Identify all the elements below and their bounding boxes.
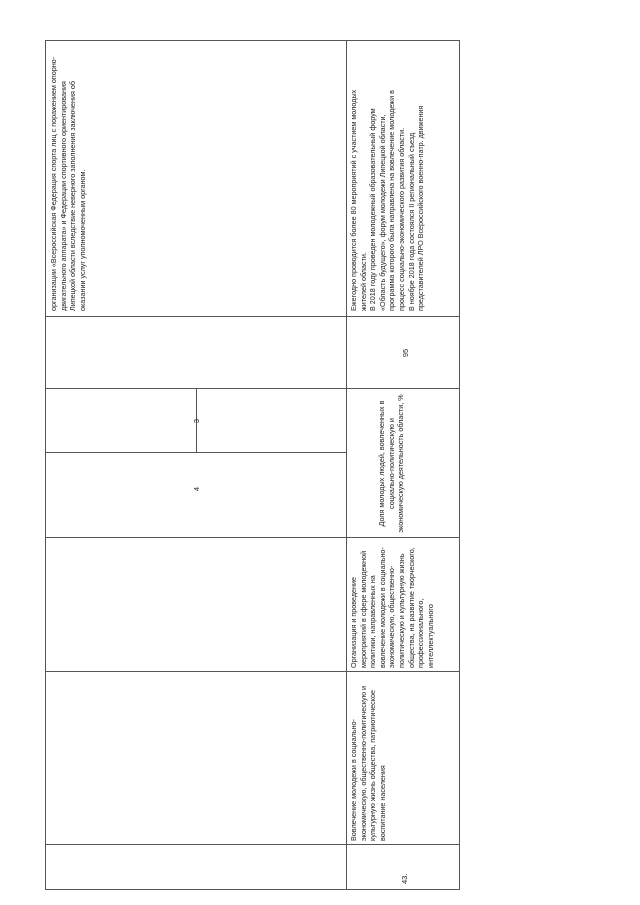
result-line: программа которого была направлена на вовлечение молодежи в — [387, 90, 397, 311]
result-line: В 2018 году проведен молодежный образовательный форум — [368, 108, 378, 311]
row-number: 43. — [400, 873, 409, 884]
program-name: Вовлечение молодежи в социально-экономическую, общественно-политическую и культурную жизнь общества, патриотическое воспитание населения — [349, 685, 387, 841]
result-line: представителей ЛРО Всероссийского военно-патр. движения — [416, 105, 426, 311]
col-divider — [346, 844, 459, 845]
document-table — [45, 40, 460, 890]
indicator-value: 95 — [401, 348, 410, 358]
col-divider — [46, 844, 346, 845]
indicator-name: Доля молодых людей, вовлеченных в социально-политическую и экономическую деятельность области, % — [377, 394, 406, 533]
col-divider — [46, 671, 346, 672]
col-divider — [346, 537, 459, 538]
col-divider — [46, 537, 346, 538]
result-text-top: организации «Всероссийская Федерация спорта лиц с поражением опорно-двигательного аппарата» и Федерации спортивного ориентирования Липецкой области вследствие неверного заполнения заключения об оказании услуг уполномоченным органом. — [49, 56, 87, 311]
result-line: Ежегодно проводится более 80 мероприятий с участием молодых — [349, 89, 358, 311]
activity-description: Организация и проведение мероприятий в сфере молодежной политики, направленных на вовлечение молодежи в социально-экономическую, общественно-политическую и культурную жизнь общества, на развитие творческого, профессионального, интеллектуального — [349, 547, 435, 668]
result-line: В ноябре 2018 года состоялся II региональный съезд — [406, 132, 416, 311]
result-text — [349, 45, 457, 311]
number-cell-top: 3 — [192, 418, 201, 424]
row-divider — [346, 41, 347, 889]
result-line: жителей области. — [358, 252, 368, 311]
col-divider — [346, 388, 459, 389]
col-divider — [46, 316, 346, 317]
number-cell-bottom: 4 — [192, 486, 201, 492]
result-line: «Область будущего», форум молодежи Липецкой области, — [377, 114, 387, 311]
result-line: процесс социально-экономического развития области. — [396, 127, 406, 311]
col-divider — [346, 671, 459, 672]
col-divider — [346, 316, 459, 317]
